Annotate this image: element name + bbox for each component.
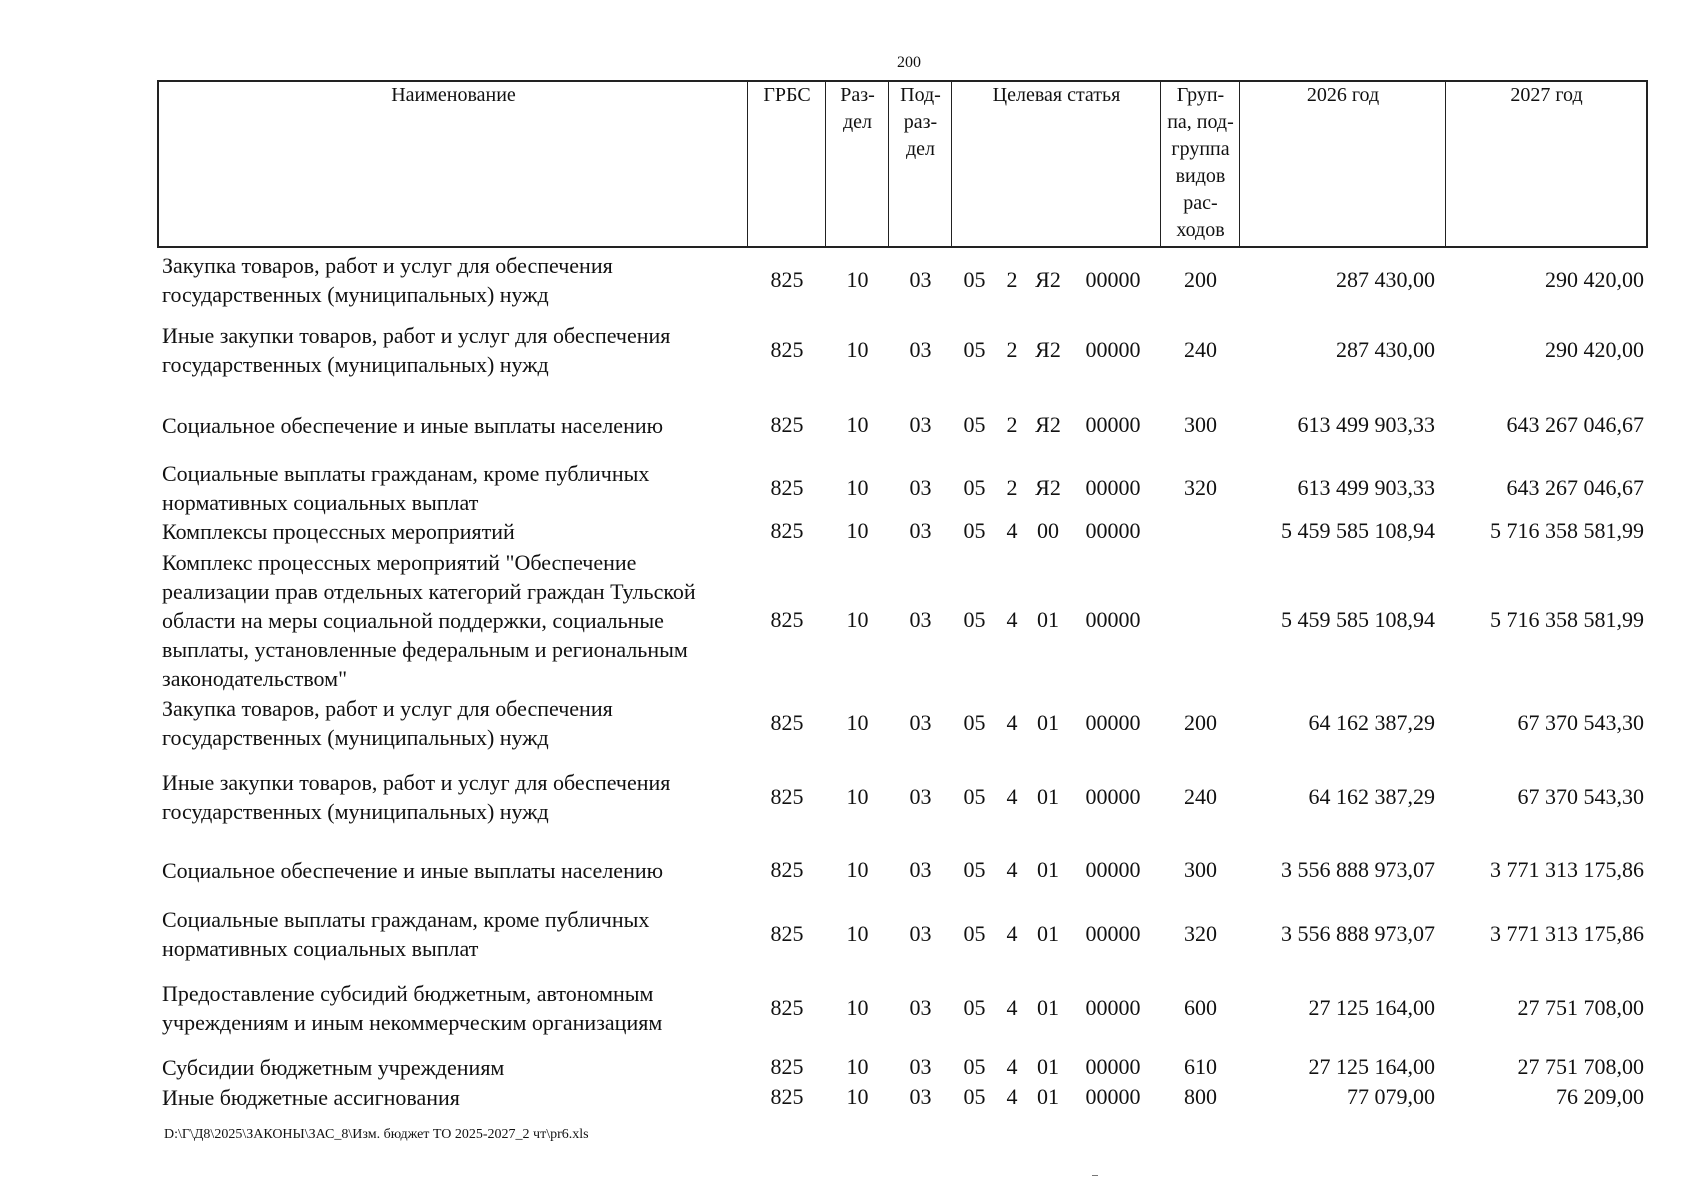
row-vr: 610: [1184, 1054, 1217, 1079]
scan-mark: [1092, 1175, 1098, 1176]
row-y2027: 76 209,00: [1556, 1084, 1644, 1109]
row-y2026: 77 079,00: [1347, 1084, 1435, 1109]
table-row: [0, 978, 1694, 1038]
row-grbs: 825: [770, 857, 804, 882]
row-grbs: 825: [770, 607, 804, 632]
row-y2026: 613 499 903,33: [1297, 475, 1435, 500]
table-row: [0, 547, 1694, 693]
row-rz: 10: [846, 710, 869, 735]
row-t2: 4: [1006, 921, 1018, 946]
row-t4: 00000: [1085, 710, 1141, 735]
row-pr: 03: [909, 607, 932, 632]
row-name: Социальные выплаты гражданам, кроме публичных нормативных социальных выплат: [162, 907, 650, 961]
row-y2027: 643 267 046,67: [1506, 412, 1644, 437]
row-t4: 00000: [1085, 518, 1141, 543]
table-row: [0, 904, 1694, 964]
row-grbs: 825: [770, 921, 804, 946]
row-y2026: 5 459 585 108,94: [1281, 518, 1435, 543]
row-y2027: 5 716 358 581,99: [1490, 518, 1644, 543]
row-t3: 01: [1037, 607, 1059, 632]
header-divider: [951, 80, 952, 248]
row-pr: 03: [909, 475, 932, 500]
row-pr: 03: [909, 710, 932, 735]
row-t3: 01: [1037, 710, 1059, 735]
row-pr: 03: [909, 921, 932, 946]
row-t2: 4: [1006, 1054, 1018, 1079]
row-t4: 00000: [1085, 995, 1141, 1020]
row-grbs: 825: [770, 1084, 804, 1109]
header-divider: [1445, 80, 1446, 248]
header-target: Целевая статья: [992, 84, 1121, 106]
row-t2: 4: [1006, 784, 1018, 809]
row-vr: 200: [1184, 267, 1217, 292]
row-vr: 800: [1184, 1084, 1217, 1109]
row-t3: 01: [1037, 784, 1059, 809]
row-y2027: 27 751 708,00: [1517, 995, 1644, 1020]
row-y2027: 67 370 543,30: [1517, 710, 1644, 735]
row-name: Иные закупки товаров, работ и услуг для обеспечения государственных (муниципальных) нужд: [162, 770, 671, 824]
header-group: Груп- па, под- группа видов рас- ходов: [1167, 84, 1234, 241]
row-t2: 2: [1006, 412, 1018, 437]
row-pr: 03: [909, 857, 932, 882]
row-pr: 03: [909, 412, 932, 437]
header-divider: [888, 80, 889, 248]
row-t1: 05: [963, 412, 986, 437]
row-name: Иные закупки товаров, работ и услуг для обеспечения государственных (муниципальных) нужд: [162, 323, 671, 377]
row-y2027: 67 370 543,30: [1517, 784, 1644, 809]
row-rz: 10: [846, 518, 869, 543]
row-t2: 4: [1006, 995, 1018, 1020]
row-t4: 00000: [1085, 412, 1141, 437]
footer-file-path: D:\Г\Д8\2025\ЗАКОНЫ\ЗАС_8\Изм. бюджет ТО 2025-2027_2 чт\pr6.xls: [164, 1127, 589, 1142]
row-t4: 00000: [1085, 267, 1141, 292]
row-t3: Я2: [1035, 267, 1061, 292]
row-rz: 10: [846, 412, 869, 437]
table-row: [0, 516, 1694, 546]
row-grbs: 825: [770, 784, 804, 809]
row-y2027: 290 420,00: [1545, 267, 1644, 292]
row-y2027: 3 771 313 175,86: [1490, 857, 1644, 882]
table-row: [0, 693, 1694, 753]
row-t3: Я2: [1035, 475, 1061, 500]
row-y2027: 3 771 313 175,86: [1490, 921, 1644, 946]
row-pr: 03: [909, 1054, 932, 1079]
row-vr: 300: [1184, 412, 1217, 437]
row-t1: 05: [963, 267, 986, 292]
row-y2026: 3 556 888 973,07: [1281, 921, 1435, 946]
row-t3: 01: [1037, 1054, 1059, 1079]
row-vr: 240: [1184, 337, 1217, 362]
row-t2: 2: [1006, 267, 1018, 292]
row-pr: 03: [909, 267, 932, 292]
row-t3: 01: [1037, 857, 1059, 882]
row-t2: 2: [1006, 337, 1018, 362]
row-name: Социальное обеспечение и иные выплаты населению: [162, 412, 664, 438]
row-pr: 03: [909, 1084, 932, 1109]
header-divider: [747, 80, 748, 248]
row-rz: 10: [846, 337, 869, 362]
row-pr: 03: [909, 784, 932, 809]
header-divider: [825, 80, 826, 248]
row-vr: 600: [1184, 995, 1217, 1020]
row-t4: 00000: [1085, 1084, 1141, 1109]
row-t1: 05: [963, 784, 986, 809]
row-name: Иные бюджетные ассигнования: [162, 1084, 460, 1110]
header-name: Наименование: [391, 84, 516, 106]
row-rz: 10: [846, 607, 869, 632]
table-row: [0, 845, 1694, 895]
row-t3: Я2: [1035, 412, 1061, 437]
row-t1: 05: [963, 995, 986, 1020]
row-grbs: 825: [770, 518, 804, 543]
row-grbs: 825: [770, 710, 804, 735]
row-y2026: 5 459 585 108,94: [1281, 607, 1435, 632]
row-rz: 10: [846, 995, 869, 1020]
header-2026: 2026 год: [1306, 84, 1380, 106]
header-divider: [1239, 80, 1240, 248]
row-y2026: 287 430,00: [1336, 337, 1435, 362]
row-t2: 4: [1006, 857, 1018, 882]
table-row: [0, 1082, 1694, 1112]
row-grbs: 825: [770, 337, 804, 362]
row-vr: 320: [1184, 921, 1217, 946]
row-y2027: 27 751 708,00: [1517, 1054, 1644, 1079]
row-rz: 10: [846, 857, 869, 882]
row-t1: 05: [963, 518, 986, 543]
row-t1: 05: [963, 1084, 986, 1109]
row-y2026: 27 125 164,00: [1308, 995, 1435, 1020]
row-grbs: 825: [770, 995, 804, 1020]
row-name: Социальное обеспечение и иные выплаты населению: [162, 857, 664, 883]
row-rz: 10: [846, 1084, 869, 1109]
row-t4: 00000: [1085, 921, 1141, 946]
row-pr: 03: [909, 995, 932, 1020]
row-t3: 01: [1037, 921, 1059, 946]
row-y2026: 64 162 387,29: [1308, 710, 1435, 735]
row-name: Социальные выплаты гражданам, кроме публичных нормативных социальных выплат: [162, 461, 650, 515]
row-y2026: 287 430,00: [1336, 267, 1435, 292]
row-vr: [1162, 547, 1239, 693]
row-y2027: 290 420,00: [1545, 337, 1644, 362]
row-y2026: 27 125 164,00: [1308, 1054, 1435, 1079]
row-name: Комплекс процессных мероприятий "Обеспечение реализации прав отдельных категорий граждан Тульской области на меры социальной поддержки, социальные выплаты, установленные федеральным и региональным законодательством": [162, 549, 696, 691]
row-vr: 240: [1184, 784, 1217, 809]
row-y2026: 64 162 387,29: [1308, 784, 1435, 809]
row-grbs: 825: [770, 1054, 804, 1079]
row-y2026: 3 556 888 973,07: [1281, 857, 1435, 882]
row-t4: 00000: [1085, 1054, 1141, 1079]
row-t4: 00000: [1085, 857, 1141, 882]
row-rz: 10: [846, 475, 869, 500]
row-grbs: 825: [770, 475, 804, 500]
table-row: [0, 767, 1694, 827]
row-t2: 2: [1006, 475, 1018, 500]
row-grbs: 825: [770, 412, 804, 437]
row-name: Комплексы процессных мероприятий: [162, 518, 515, 544]
table-row: [0, 458, 1694, 518]
row-t3: 01: [1037, 1084, 1059, 1109]
row-t4: 00000: [1085, 337, 1141, 362]
table-row: [0, 250, 1694, 310]
row-vr: 320: [1184, 475, 1217, 500]
row-t3: 01: [1037, 995, 1059, 1020]
row-t1: 05: [963, 1054, 986, 1079]
row-t1: 05: [963, 710, 986, 735]
row-name: Закупка товаров, работ и услуг для обеспечения государственных (муниципальных) нужд: [162, 696, 613, 750]
row-y2027: 5 716 358 581,99: [1490, 607, 1644, 632]
row-t1: 05: [963, 337, 986, 362]
page-number: 200: [897, 54, 921, 71]
header-razdel: Раз- дел: [840, 84, 875, 133]
row-t4: 00000: [1085, 784, 1141, 809]
row-name: Предоставление субсидий бюджетным, автономным учреждениям и иным некоммерческим организациям: [162, 981, 663, 1035]
row-name: Закупка товаров, работ и услуг для обеспечения государственных (муниципальных) нужд: [162, 253, 613, 307]
row-y2026: 613 499 903,33: [1297, 412, 1435, 437]
row-vr: 300: [1184, 857, 1217, 882]
table-row: [0, 320, 1694, 380]
row-t1: 05: [963, 857, 986, 882]
table-row: [0, 1052, 1694, 1082]
row-rz: 10: [846, 267, 869, 292]
row-rz: 10: [846, 784, 869, 809]
header-podrazdel: Под- раз- дел: [900, 84, 941, 160]
row-t4: 00000: [1085, 475, 1141, 500]
row-t2: 4: [1006, 1084, 1018, 1109]
row-t2: 4: [1006, 518, 1018, 543]
row-t3: 00: [1037, 518, 1059, 543]
row-pr: 03: [909, 518, 932, 543]
row-name: Субсидии бюджетным учреждениям: [162, 1054, 505, 1080]
row-t4: 00000: [1085, 607, 1141, 632]
row-grbs: 825: [770, 267, 804, 292]
row-rz: 10: [846, 1054, 869, 1079]
row-rz: 10: [846, 921, 869, 946]
row-t1: 05: [963, 921, 986, 946]
header-grbs: ГРБС: [763, 84, 811, 106]
table-row: [0, 400, 1694, 450]
row-t2: 4: [1006, 607, 1018, 632]
header-2027: 2027 год: [1510, 84, 1583, 106]
row-t1: 05: [963, 607, 986, 632]
header-divider: [1160, 80, 1161, 248]
row-vr: [1162, 516, 1239, 546]
row-t2: 4: [1006, 710, 1018, 735]
row-vr: 200: [1184, 710, 1217, 735]
row-pr: 03: [909, 337, 932, 362]
row-y2027: 643 267 046,67: [1506, 475, 1644, 500]
row-t1: 05: [963, 475, 986, 500]
row-t3: Я2: [1035, 337, 1061, 362]
